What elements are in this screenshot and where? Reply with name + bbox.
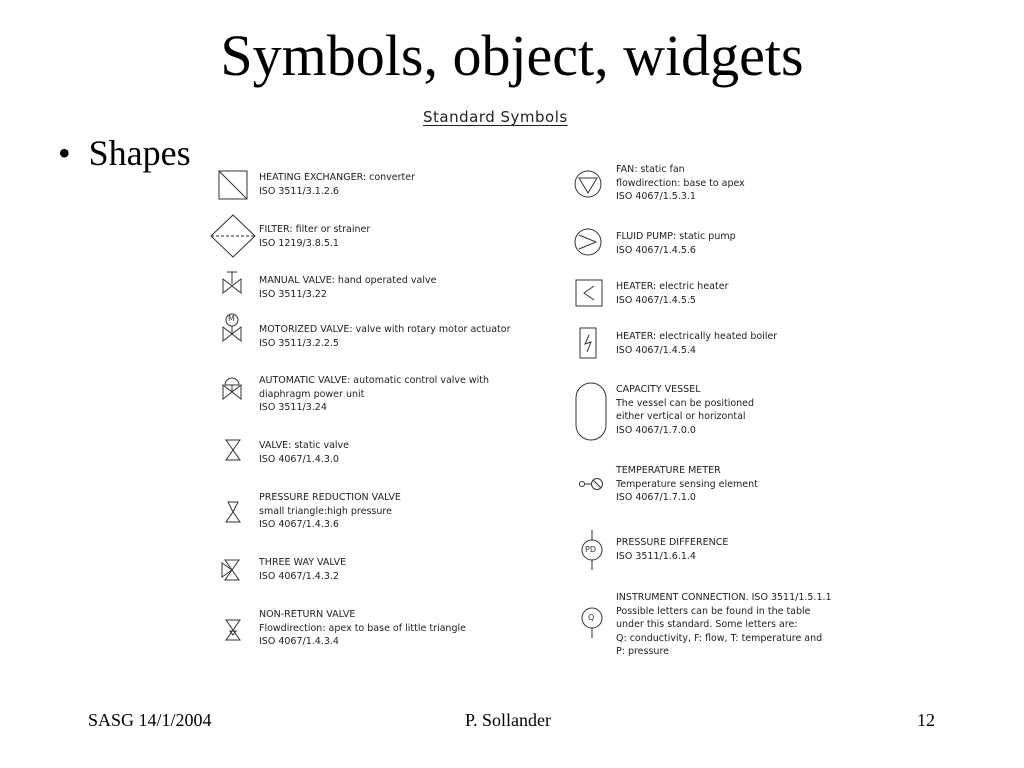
non-return-valve-icon xyxy=(224,618,264,658)
filter-icon xyxy=(210,214,256,258)
symbol-desc-heated-boiler: HEATER: electrically heated boiler ISO 4067/1.4.5.4 xyxy=(616,331,778,356)
bullet-item-shapes xyxy=(58,132,191,174)
fluid-pump-icon xyxy=(574,226,614,266)
fan-icon xyxy=(574,168,614,208)
symbol-desc-capacity-vessel: CAPACITY VESSEL The vessel can be positioned either vertical or horizontal ISO 4067/1.7.0.0 xyxy=(616,384,755,436)
symbol-desc-motorized-valve: MOTORIZED VALVE: valve with rotary motor actuator ISO 3511/3.2.2.5 xyxy=(259,324,511,349)
symbol-desc-pressure-reduction-valve: PRESSURE REDUCTION VALVE small triangle:high pressure ISO 4067/1.4.3.6 xyxy=(259,492,401,530)
symbol-desc-static-valve: VALVE: static valve ISO 4067/1.4.3.0 xyxy=(259,440,350,465)
symbol-desc-automatic-valve: AUTOMATIC VALVE: automatic control valve with diaphragm power unit ISO 3511/3.24 xyxy=(259,375,490,413)
symbol-desc-manual-valve: MANUAL VALVE: hand operated valve ISO 3511/3.22 xyxy=(259,275,437,300)
footer-page-number: 12 xyxy=(917,710,935,730)
footer-author: P. Sollander xyxy=(465,710,552,730)
instrument-connection-icon xyxy=(578,600,618,640)
capacity-vessel-icon xyxy=(574,382,608,442)
q-letter: Q xyxy=(588,613,595,622)
automatic-valve-icon xyxy=(220,374,260,414)
heated-boiler-icon xyxy=(578,324,618,364)
symbol-desc-non-return-valve: NON-RETURN VALVE Flowdirection: apex to base of little triangle ISO 4067/1.4.3.4 xyxy=(259,609,466,647)
motor-letter: M xyxy=(228,314,235,323)
pressure-reduction-valve-icon xyxy=(224,500,264,540)
bullet-dot: • xyxy=(58,133,71,173)
motorized-valve-icon xyxy=(220,312,260,352)
symbol-desc-fluid-pump: FLUID PUMP: static pump ISO 4067/1.4.5.6 xyxy=(616,231,736,256)
symbols-heading: Standard Symbols xyxy=(423,108,568,126)
heat-exchanger-icon xyxy=(214,168,254,208)
electric-heater-icon xyxy=(574,276,614,316)
symbol-desc-pressure-difference: PRESSURE DIFFERENCE ISO 3511/1.6.1.4 xyxy=(616,537,729,562)
slide-title: Symbols, object, widgets xyxy=(220,23,804,88)
pd-letters: PD xyxy=(585,545,596,554)
symbol-desc-heat-exchanger: HEATING EXCHANGER: converter ISO 3511/3.1.2.6 xyxy=(259,172,415,197)
temperature-meter-icon xyxy=(578,474,618,514)
symbol-desc-filter: FILTER: filter or strainer ISO 1219/3.8.5.1 xyxy=(259,224,371,249)
three-way-valve-icon xyxy=(220,558,260,598)
symbol-desc-three-way-valve: THREE WAY VALVE ISO 4067/1.4.3.2 xyxy=(259,557,347,582)
bullet-label: Shapes xyxy=(88,133,191,173)
symbol-desc-temperature-meter: TEMPERATURE METER Temperature sensing element ISO 4067/1.7.1.0 xyxy=(616,465,758,503)
manual-valve-icon xyxy=(220,270,260,310)
footer-date: SASG 14/1/2004 xyxy=(88,710,212,730)
symbol-desc-fan: FAN: static fan flowdirection: base to apex ISO 4067/1.5.3.1 xyxy=(616,164,745,202)
static-valve-icon xyxy=(224,438,264,478)
pressure-difference-icon xyxy=(578,530,618,570)
symbol-desc-instrument-connection: INSTRUMENT CONNECTION. ISO 3511/1.5.1.1 Possible letters can be found in the table under this standard. Some letters are: Q: conductivity, F: flow, T: temperature and P: pressure xyxy=(616,592,832,657)
symbol-desc-electric-heater: HEATER: electric heater ISO 4067/1.4.5.5 xyxy=(616,281,729,306)
